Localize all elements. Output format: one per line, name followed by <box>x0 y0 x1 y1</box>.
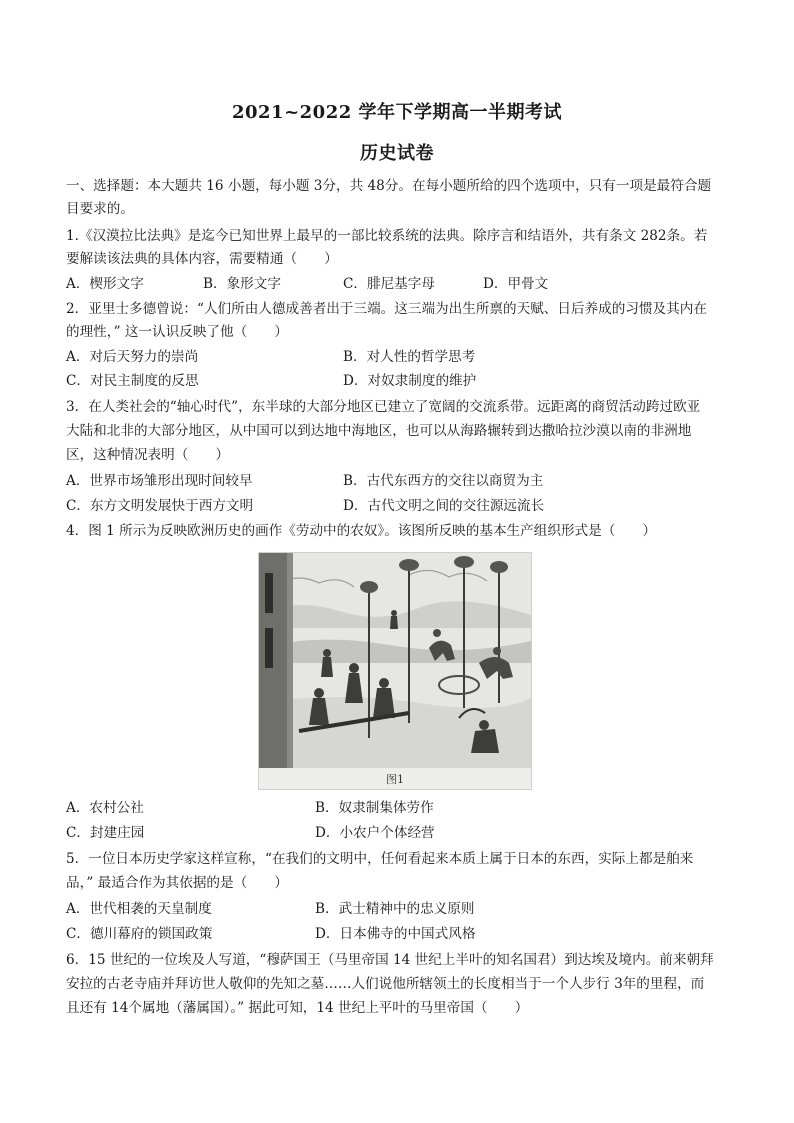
q3-option-c: C．东方文明发展快于西方文明 <box>66 498 254 514</box>
q4-option-b: B．奴隶制集体劳作 <box>315 800 434 816</box>
subject-title: 历史试卷 <box>360 143 434 164</box>
question-6-stem: 且还有 14个属地（藩属国）。” 据此可知，14 世纪上平叶的马里帝国（ ） <box>66 1000 529 1016</box>
q5-option-b: B．武士精神中的忠义原则 <box>315 901 475 917</box>
question-5-stem: 品，” 最适合作为其依据的是（ ） <box>66 875 288 891</box>
question-6-stem: 6．15 世纪的一位埃及人写道，“穆萨国王（马里帝国 14 世纪上半叶的知名国君）到达埃及境内。前来朝拜 <box>66 952 714 968</box>
q5-option-c: C．德川幕府的锁国政策 <box>66 926 213 942</box>
q1-option-a: A．楔形文字 <box>66 276 144 292</box>
q2-option-c: C．对民主制度的反思 <box>66 373 199 389</box>
question-6-stem: 安拉的古老寺庙并拜访世人敬仰的先知之墓……人们说他所辖领土的长度相当于一个人步行 3年的里程，而 <box>66 976 705 992</box>
question-5-stem: 5．一位日本历史学家这样宣称，“在我们的文明中，任何看起来本质上属于日本的东西，实际上都是舶来 <box>66 851 694 867</box>
q5-option-d: D．日本佛寺的中国式风格 <box>315 926 476 942</box>
q2-option-a: A．对后天努力的崇尚 <box>66 349 199 365</box>
q1-option-c: C．腓尼基字母 <box>343 276 435 292</box>
question-4-stem: 4．图 1 所示为反映欧洲历史的画作《劳动中的农奴》。该图所反映的基本生产组织形式是（ ） <box>66 523 657 539</box>
question-1-stem: 要解读该法典的具体内容，需要精通（ ） <box>66 251 338 267</box>
q4-option-a: A．农村公社 <box>66 800 144 816</box>
question-3-stem: 区，这种情况表明（ ） <box>66 447 230 463</box>
q5-option-a: A．世代相袭的天皇制度 <box>66 901 212 917</box>
question-3-stem: 3．在人类社会的“轴心时代”，东半球的大部分地区已建立了宽阔的交流系带。远距离的商贸活动跨过欧亚 <box>66 399 701 415</box>
question-2-stem: 2．亚里士多德曾说：“人们所由人德成善者出于三端。这三端为出生所禀的天赋、日后养成的习惯及其内在 <box>66 301 707 317</box>
q3-option-d: D．古代文明之间的交往源远流长 <box>343 498 545 514</box>
q4-option-d: D．小农户个体经营 <box>315 825 435 841</box>
instruction-line: 目要求的。 <box>66 201 134 217</box>
question-1-stem: 1.《汉漠拉比法典》是迄今已知世界上最早的一部比较系统的法典。除序言和结语外，共有条文 282条。若 <box>66 228 708 244</box>
q2-option-b: B．对人性的哲学思考 <box>343 349 476 365</box>
serfs-at-work-figure <box>258 552 532 790</box>
q1-option-d: D．甲骨文 <box>483 276 549 292</box>
figure-caption: 图1 <box>386 773 404 786</box>
question-2-stem: 的理性，” 这一认识反映了他（ ） <box>66 324 288 340</box>
q4-option-c: C．封建庄园 <box>66 825 145 841</box>
q1-option-b: B．象形文字 <box>203 276 281 292</box>
exam-title: 2021~2022 学年下学期高一半期考试 <box>231 102 563 123</box>
q3-option-b: B．古代东西方的交往以商贸为主 <box>343 473 544 489</box>
question-3-stem: 大陆和北非的大部分地区，从中国可以到达地中海地区，也可以从海路辗转到达撒哈拉沙漠以南的非洲地 <box>66 423 692 439</box>
instruction-line: 一、选择题：本大题共 16 小题，每小题 3分，共 48分。在每小题所给的四个选项中，只有一项是最符合题 <box>66 178 712 194</box>
q3-option-a: A．世界市场雏形出现时间较早 <box>66 473 253 489</box>
q2-option-d: D．对奴隶制度的维护 <box>343 373 477 389</box>
serfs-at-work-illustration <box>259 553 531 789</box>
